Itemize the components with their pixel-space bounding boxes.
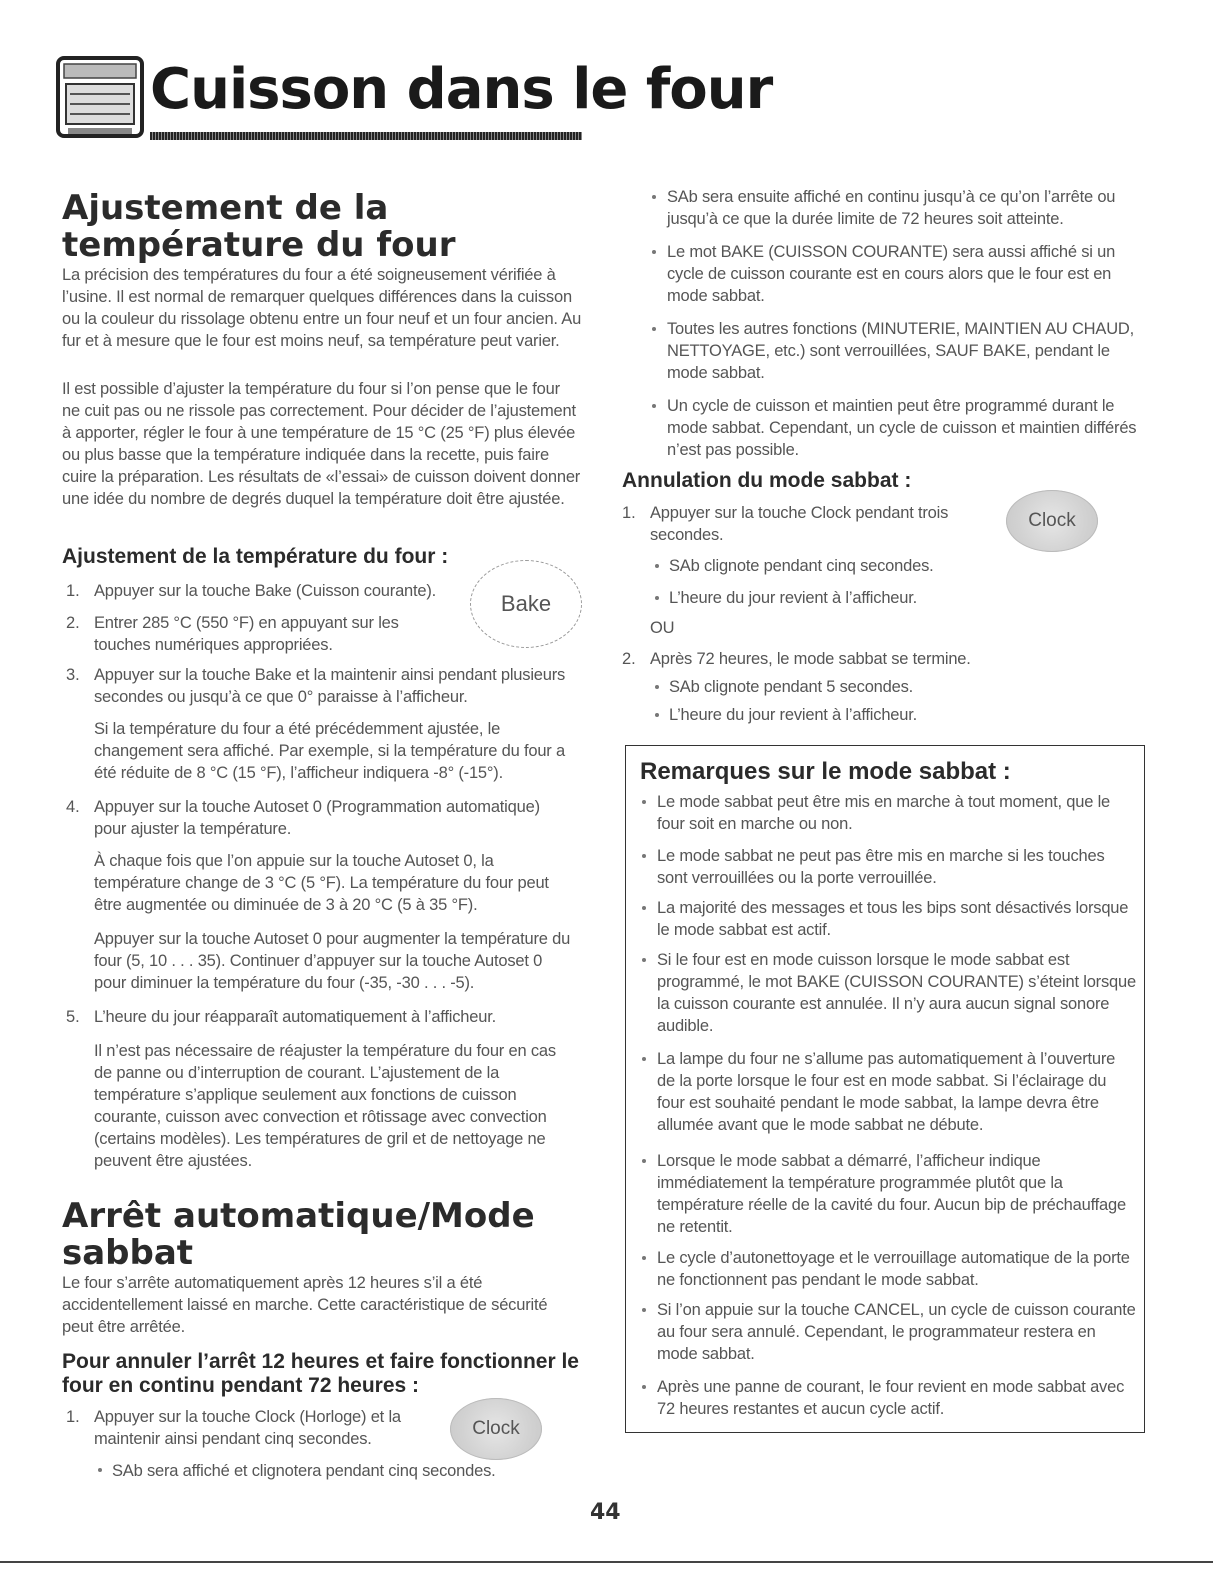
step-number: 3. xyxy=(66,666,80,684)
bullet-text: L’heure du jour revient à l’afficheur. xyxy=(669,589,918,607)
note-text: La majorité des messages et tous les bips sont désactivés lorsque le mode sabbat est actif. xyxy=(657,899,1129,939)
subheading-adjust-temp: Ajustement de la température du four : xyxy=(62,545,449,568)
bullet-icon xyxy=(642,958,646,962)
bullet-icon xyxy=(652,404,656,408)
bullet-icon xyxy=(652,195,656,199)
paragraph-auto-off: Le four s’arrête automatiquement après 12 heures s’il a été accidentellement laissé en marche. Cette caractéristique de sécurité peut être arrêtée. xyxy=(62,1274,548,1336)
note-text: Le mode sabbat ne peut pas être mis en marche si les touches sont verrouillées ou la porte verrouillée. xyxy=(657,847,1105,887)
note-text: Lorsque le mode sabbat a démarré, l’afficheur indique immédiatement la température programmée plutôt que la température réelle de la cavité du four. Aucun bip de préchauffage ne retentit. xyxy=(657,1152,1126,1236)
header-rule xyxy=(150,132,582,140)
bullet-icon xyxy=(655,713,659,717)
step-text: Appuyer sur la touche Clock (Horloge) et la maintenir ainsi pendant cinq secondes. xyxy=(94,1408,401,1448)
step-text: Entrer 285 °C (550 °F) en appuyant sur les touches numériques appropriées. xyxy=(94,614,399,654)
section-title-sabbath: Arrêt automatique/Mode sabbat xyxy=(62,1196,535,1273)
note-text: La lampe du four ne s’allume pas automatiquement à l’ouverture de la porte lorsque le four est en mode sabbat. Si l’éclairage du four est souhaité pendant le mode sabbat, la lampe devra être allumée avant que le mode sabbat ne débute. xyxy=(657,1050,1116,1134)
step-detail: Appuyer sur la touche Autoset 0 pour augmenter la température du four (5, 10 . . . 35). Continuer d’appuyer sur la touche Autoset 0 pour diminuer la température du four (-35, -30 . . . -5). xyxy=(94,930,571,992)
bullet-icon xyxy=(655,685,659,689)
bullet-icon xyxy=(652,250,656,254)
step-text: Appuyer sur la touche Autoset 0 (Programmation automatique) pour ajuster la température. xyxy=(94,798,540,838)
paragraph-temp-adjust: Il est possible d’ajuster la température du four si l’on pense que le four ne cuit pas ou ne rissole pas correctement. Pour décider de l’ajustement à apporter, régler le four à une température de 15 °C (25 °F) plus élevée ou plus basse que la température indiquée dans la recette, puis faire cuire la préparation. Les résultats de «l’essai» de cuisson doivent donner une idée du nombre de degrés duquel la température doit être ajustée. xyxy=(62,380,581,508)
paragraph-temp-precision: La précision des températures du four a été soigneusement vérifiée à l’usine. Il est normal de remarquer quelques différences dans la cuisson ou la couleur du rissolage obtenu entre un four neuf et un four ancien. Au fur et à mesure que le four est moins neuf, sa température peut varier. xyxy=(62,266,582,350)
step-number: 1. xyxy=(622,504,636,522)
bullet-text: SAb sera affiché et clignotera pendant cinq secondes. xyxy=(112,1462,496,1480)
bullet-text: Le mot BAKE (CUISSON COURANTE) sera aussi affiché si un cycle de cuisson courante est en cours alors que le four est en mode sabbat. xyxy=(667,243,1116,305)
clock-key-icon: Clock xyxy=(450,1398,542,1460)
footer-rule xyxy=(0,1561,1213,1563)
or-text: OU xyxy=(650,619,675,637)
bullet-text: Un cycle de cuisson et maintien peut être programmé durant le mode sabbat. Cependant, un cycle de cuisson et maintien différés n’est pas possible. xyxy=(667,397,1137,459)
bullet-icon xyxy=(642,1385,646,1389)
step-number: 4. xyxy=(66,798,80,816)
bullet-icon xyxy=(642,906,646,910)
step-number: 2. xyxy=(66,614,80,632)
bullet-text: SAb clignote pendant cinq secondes. xyxy=(669,557,934,575)
note-text: Si le four est en mode cuisson lorsque le mode sabbat est programmé, le mot BAKE (CUISSON COURANTE) s’éteint lorsque la cuisson courante est annulée. Il n’y aura aucun signal sonore audible. xyxy=(657,951,1136,1035)
bullet-text: SAb clignote pendant 5 secondes. xyxy=(669,678,914,696)
step-detail: À chaque fois que l’on appuie sur la touche Autoset 0, la température change de 3 °C (5 °F). La température du four peut être augmentée ou diminuée de 3 à 20 °C (5 à 35 °F). xyxy=(94,852,549,914)
bullet-text: SAb sera ensuite affiché en continu jusqu’à ce qu’on l’arrête ou jusqu’à ce que la durée limite de 72 heures soit atteinte. xyxy=(667,188,1116,228)
step-detail: Il n’est pas nécessaire de réajuster la température du four en cas de panne ou d’interruption de courant. L’ajustement de la température s’applique seulement aux fonctions de cuisson courante, cuisson avec convection et rôtissage avec convection (certains modèles). Les températures de gril et de nettoyage ne peuvent être ajustées. xyxy=(94,1042,556,1170)
note-text: Le mode sabbat peut être mis en marche à tout moment, que le four soit en marche ou non. xyxy=(657,793,1111,833)
section-title-temperature: Ajustement de la température du four xyxy=(62,188,456,265)
step-text: Appuyer sur la touche Bake (Cuisson courante). xyxy=(94,582,437,600)
step-text: Appuyer sur la touche Bake et la maintenir ainsi pendant plusieurs secondes ou jusqu’à ce que 0° paraisse à l’afficheur. xyxy=(94,666,566,706)
oven-icon xyxy=(54,52,146,144)
bullet-icon xyxy=(642,854,646,858)
page-number: 44 xyxy=(590,1500,621,1525)
step-detail: Si la température du four a été précédemment ajustée, le changement sera affiché. Par exemple, si la température du four a été réduite de 8 °C (15 °F), l’afficheur indiquera -8° (-15°). xyxy=(94,720,565,782)
bullet-text: Toutes les autres fonctions (MINUTERIE, MAINTIEN AU CHAUD, NETTOYAGE, etc.) sont verrouillées, SAUF BAKE, pendant le mode sabbat. xyxy=(667,320,1135,382)
step-number: 5. xyxy=(66,1008,80,1026)
clock-key-icon: Clock xyxy=(1006,490,1098,552)
chapter-title: Cuisson dans le four xyxy=(150,57,773,122)
bullet-icon xyxy=(652,327,656,331)
subheading-cancel-auto-off: Pour annuler l’arrêt 12 heures et faire fonctionner le four en continu pendant 72 heures : xyxy=(62,1350,579,1397)
subheading-cancel-sabbath: Annulation du mode sabbat : xyxy=(622,469,912,492)
bullet-icon xyxy=(642,1159,646,1163)
bullet-icon xyxy=(655,596,659,600)
note-text: Si l’on appuie sur la touche CANCEL, un cycle de cuisson courante au four sera annulé. Cependant, le programmateur restera en mode sabbat. xyxy=(657,1301,1136,1363)
step-text: Après 72 heures, le mode sabbat se termine. xyxy=(650,650,971,668)
bullet-icon xyxy=(642,1308,646,1312)
bullet-icon xyxy=(98,1468,102,1472)
bullet-icon xyxy=(655,564,659,568)
step-text: L’heure du jour réapparaît automatiquement à l’afficheur. xyxy=(94,1008,496,1026)
bake-key-icon: Bake xyxy=(470,560,582,648)
bullet-icon xyxy=(642,1256,646,1260)
note-text: Le cycle d’autonettoyage et le verrouillage automatique de la porte ne fonctionnent pas pendant le mode sabbat. xyxy=(657,1249,1130,1289)
bullet-icon xyxy=(642,800,646,804)
bullet-icon xyxy=(642,1057,646,1061)
bullet-text: L’heure du jour revient à l’afficheur. xyxy=(669,706,918,724)
step-number: 1. xyxy=(66,1408,80,1426)
notes-title: Remarques sur le mode sabbat : xyxy=(640,758,1011,785)
step-number: 2. xyxy=(622,650,636,668)
step-text: Appuyer sur la touche Clock pendant trois secondes. xyxy=(650,504,949,544)
step-number: 1. xyxy=(66,582,80,600)
note-text: Après une panne de courant, le four revient en mode sabbat avec 72 heures restantes et aucun cycle actif. xyxy=(657,1378,1125,1418)
